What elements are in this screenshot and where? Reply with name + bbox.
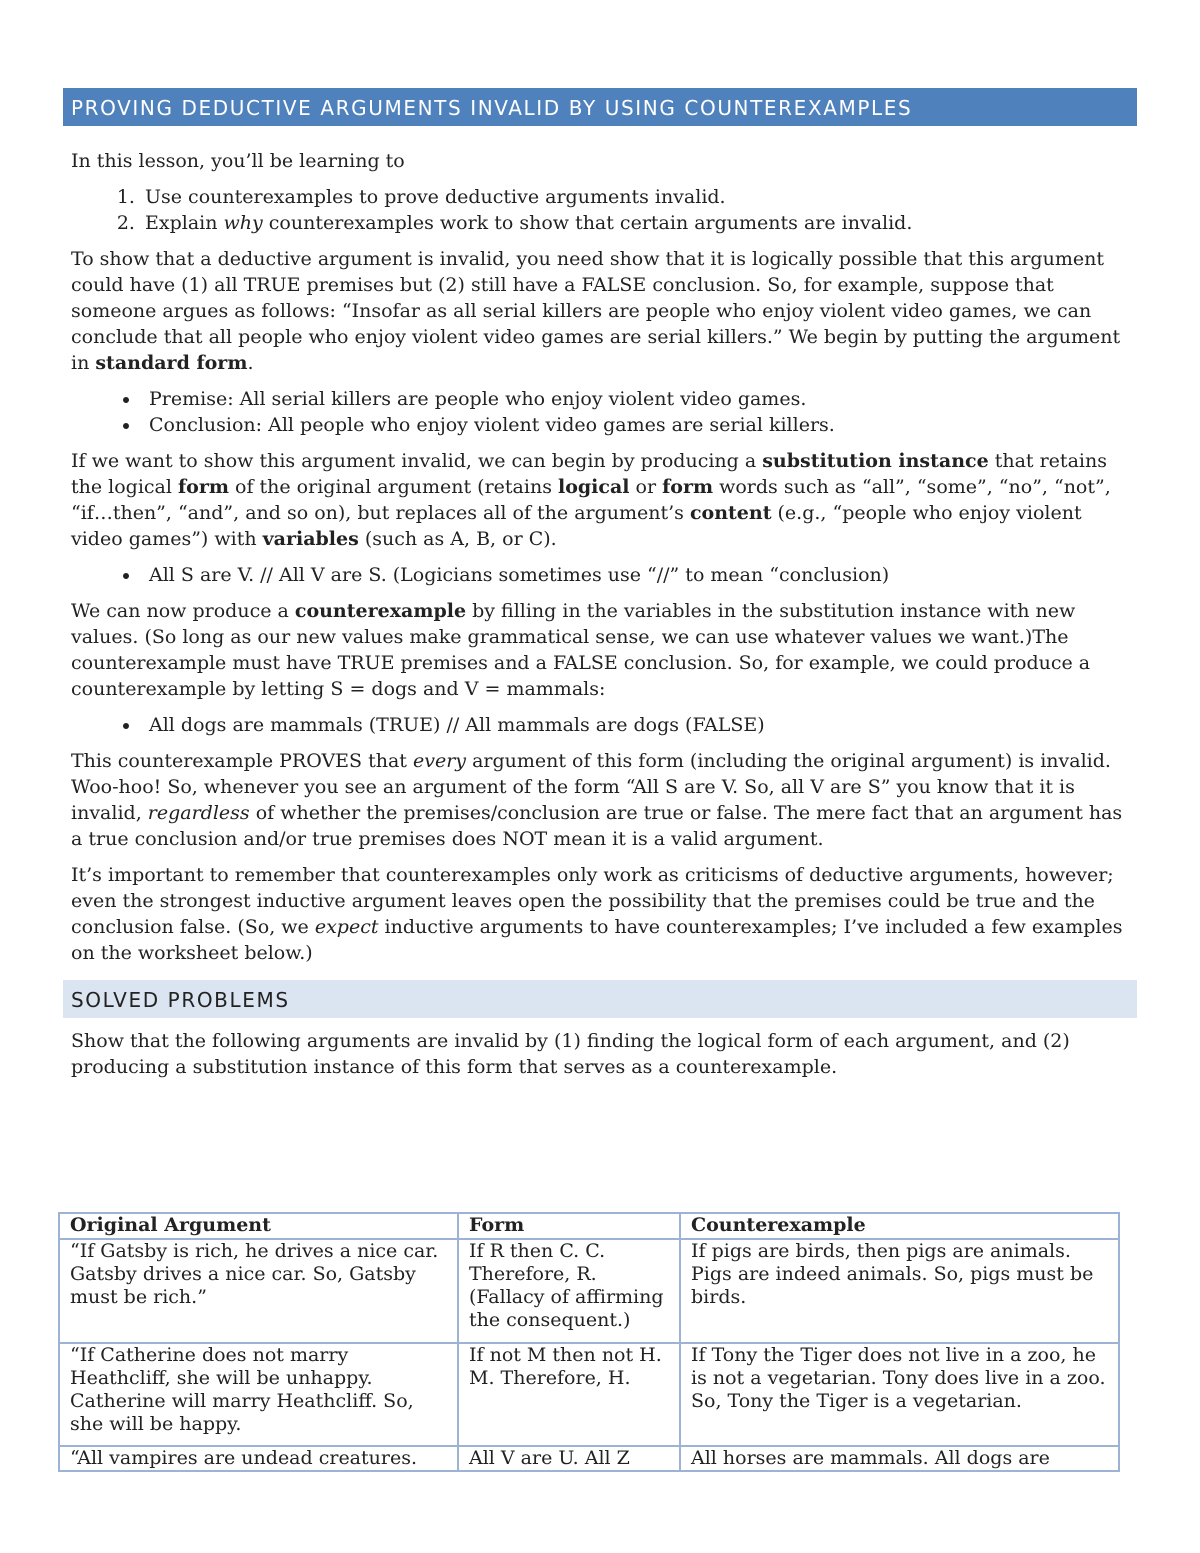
solved-problems-table: [58, 1212, 1120, 1472]
table-row: [59, 1446, 1119, 1471]
cell-original: “If Catherine does not marry Heathcliff, she will be unhappy. Catherine will marry Heathcliff. So, she will be happy.: [59, 1343, 458, 1447]
column-header-form: Form: [458, 1213, 680, 1239]
cell-form: If R then C. C. Therefore, R. (Fallacy of affirming the consequent.): [458, 1239, 680, 1343]
cell-form: If not M then not H. M. Therefore, H.: [458, 1343, 680, 1447]
cell-counterexample: If pigs are birds, then pigs are animals. Pigs are indeed animals. So, pigs must be birds.: [680, 1239, 1119, 1343]
list-item: 1. Use counterexamples to prove deductive arguments invalid.: [141, 184, 1137, 210]
paragraph-inductive: It’s important to remember that counterexamples only work as criticisms of deductive arguments, however; even the strongest inductive argument leaves open the possibility that the premises could be true and the conclusion false. (So, we expect inductive arguments to have counterexamples; I’ve included a few examples on the worksheet below.): [71, 864, 1123, 964]
cell-original: “All vampires are undead creatures.: [59, 1446, 458, 1471]
cell-original: “If Gatsby is rich, he drives a nice car. Gatsby drives a nice car. So, Gatsby must be rich.”: [59, 1239, 458, 1343]
column-header-original: Original Argument: [59, 1213, 458, 1239]
instructions-text: Show that the following arguments are invalid by (1) finding the logical form of each argument, and (2) producing a substitution instance of this form that serves as a counterexample.: [71, 1030, 1070, 1078]
cell-form: All V are U. All Z: [458, 1446, 680, 1471]
intro-text: In this lesson, you’ll be learning to: [71, 150, 405, 172]
cell-counterexample: All horses are mammals. All dogs are: [680, 1446, 1119, 1471]
paragraph-invalidity: To show that a deductive argument is invalid, you need show that it is logically possible that this argument could have (1) all TRUE premises but (2) still have a FALSE conclusion. So, for example, suppose that someone argues as follows: “Insofar as all serial killers are people who enjoy violent video games, we can conclude that all people who enjoy violent video games are serial killers.” We begin by putting the argument in standard form.: [71, 248, 1121, 374]
table-header-row: [59, 1213, 1119, 1239]
counterexample-list: [63, 712, 1137, 738]
column-header-counterexample: Counterexample: [680, 1213, 1119, 1239]
document-page: [63, 88, 1137, 1080]
list-item: 2. Explain why counterexamples work to show that certain arguments are invalid.: [141, 210, 1137, 236]
paragraph-counterexample: We can now produce a counterexample by filling in the variables in the substitution instance with new values. (So long as our new values make grammatical sense, we can use whatever values we want.)The counterexample must have TRUE premises and a FALSE conclusion. So, for example, we could produce a counterexample by letting S = dogs and V = mammals:: [71, 600, 1091, 700]
paragraph-proves: This counterexample PROVES that every argument of this form (including the original argument) is invalid. Woo-hoo! So, whenever you see an argument of the form “All S are V. So, all V are S” you know that it is invalid, regardless of whether the premises/conclusion are true or false. The mere fact that an argument has a true conclusion and/or true premises does NOT mean it is a valid argument.: [71, 750, 1123, 850]
substitution-list: [63, 562, 1137, 588]
section-title-solved-problems: SOLVED PROBLEMS: [63, 980, 1137, 1018]
table-row: [59, 1343, 1119, 1447]
cell-counterexample: If Tony the Tiger does not live in a zoo, he is not a vegetarian. Tony does live in a zoo. So, Tony the Tiger is a vegetarian.: [680, 1343, 1119, 1447]
paragraph-substitution: If we want to show this argument invalid, we can begin by producing a substitution instance that retains the logical form of the original argument (retains logical or form words such as “all”, “some”, “no”, “not”, “if…then”, “and”, and so on), but replaces all of the argument’s content (e.g., “people who enjoy violent video games”) with variables (such as A, B, or C).: [71, 450, 1111, 550]
page-title: PROVING DEDUCTIVE ARGUMENTS INVALID BY USING COUNTEREXAMPLES: [63, 88, 1137, 126]
objectives-list: [63, 184, 1137, 236]
list-item: • All dogs are mammals (TRUE) // All mammals are dogs (FALSE): [141, 712, 1137, 738]
table-row: [59, 1239, 1119, 1343]
list-item: • Premise: All serial killers are people who enjoy violent video games.: [141, 386, 1137, 412]
list-item: • Conclusion: All people who enjoy violent video games are serial killers.: [141, 412, 1137, 438]
standard-form-list: [63, 386, 1137, 438]
list-item: • All S are V. // All V are S. (Logicians sometimes use “//” to mean “conclusion): [141, 562, 1137, 588]
